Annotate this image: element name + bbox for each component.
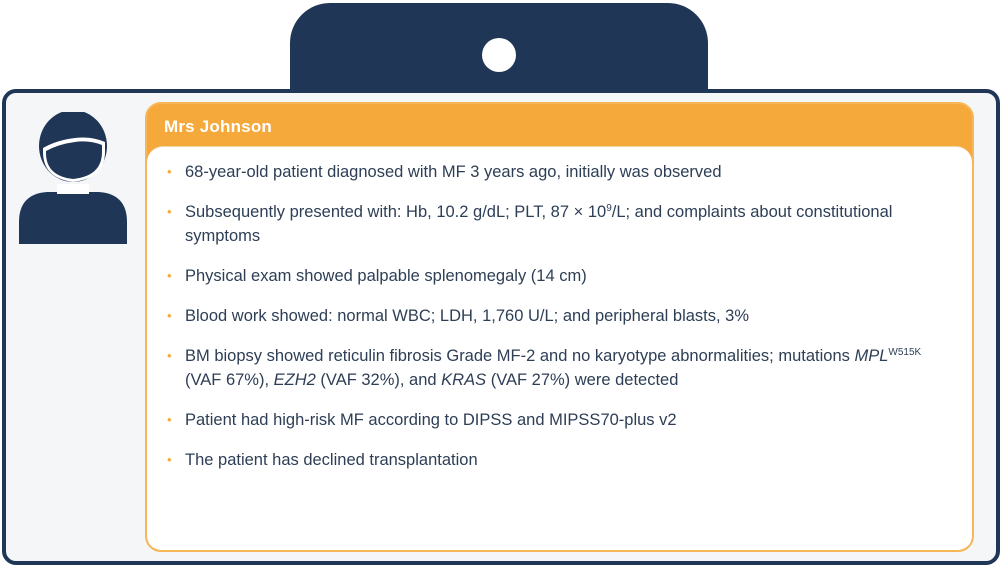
item-text: 68-year-old patient diagnosed with MF 3 years ago, initially was observed bbox=[185, 163, 722, 181]
gene-name: MPL bbox=[854, 347, 889, 365]
list-item bbox=[167, 304, 950, 328]
list-item bbox=[167, 264, 950, 288]
item-text: /L; and complaints about constitutional symptoms bbox=[185, 203, 893, 245]
item-text: (VAF 27%) were detected bbox=[486, 371, 679, 389]
item-text: (VAF 67%), bbox=[185, 371, 274, 389]
gene-name: EZH2 bbox=[273, 371, 316, 389]
bullet-icon: • bbox=[167, 164, 172, 179]
item-text: BM biopsy showed reticulin fibrosis Grade MF-2 and no karyotype abnormalities; mutations bbox=[185, 347, 855, 365]
bullet-icon: • bbox=[167, 348, 172, 363]
case-details-list bbox=[147, 147, 972, 472]
item-text: The patient has declined transplantation bbox=[185, 451, 478, 469]
bullet-icon: • bbox=[167, 308, 172, 323]
item-text: Blood work showed: normal WBC; LDH, 1,760 U/L; and peripheral blasts, 3% bbox=[185, 307, 750, 325]
patient-avatar-icon bbox=[17, 112, 129, 244]
list-item bbox=[167, 408, 950, 432]
bullet-icon: • bbox=[167, 268, 172, 283]
list-item bbox=[167, 448, 950, 472]
gene-name: KRAS bbox=[441, 371, 487, 389]
list-item bbox=[167, 160, 950, 184]
item-text: Subsequently presented with: Hb, 10.2 g/dL; PLT, 87 × 10 bbox=[185, 203, 607, 221]
superscript: W515K bbox=[888, 347, 922, 358]
item-text: Physical exam showed palpable splenomegaly (14 cm) bbox=[185, 267, 587, 285]
superscript: 9 bbox=[606, 203, 612, 214]
card-body bbox=[147, 146, 972, 550]
bullet-icon: • bbox=[167, 204, 172, 219]
item-text: (VAF 32%), and bbox=[315, 371, 442, 389]
bullet-icon: • bbox=[167, 412, 172, 427]
bullet-icon: • bbox=[167, 452, 172, 467]
list-item bbox=[167, 344, 950, 392]
patient-case-card bbox=[145, 102, 974, 552]
clipboard-clip-hole bbox=[482, 38, 516, 72]
card-title: Mrs Johnson bbox=[164, 117, 272, 136]
item-text: Patient had high-risk MF according to DIPSS and MIPSS70-plus v2 bbox=[185, 411, 677, 429]
list-item bbox=[167, 200, 950, 248]
